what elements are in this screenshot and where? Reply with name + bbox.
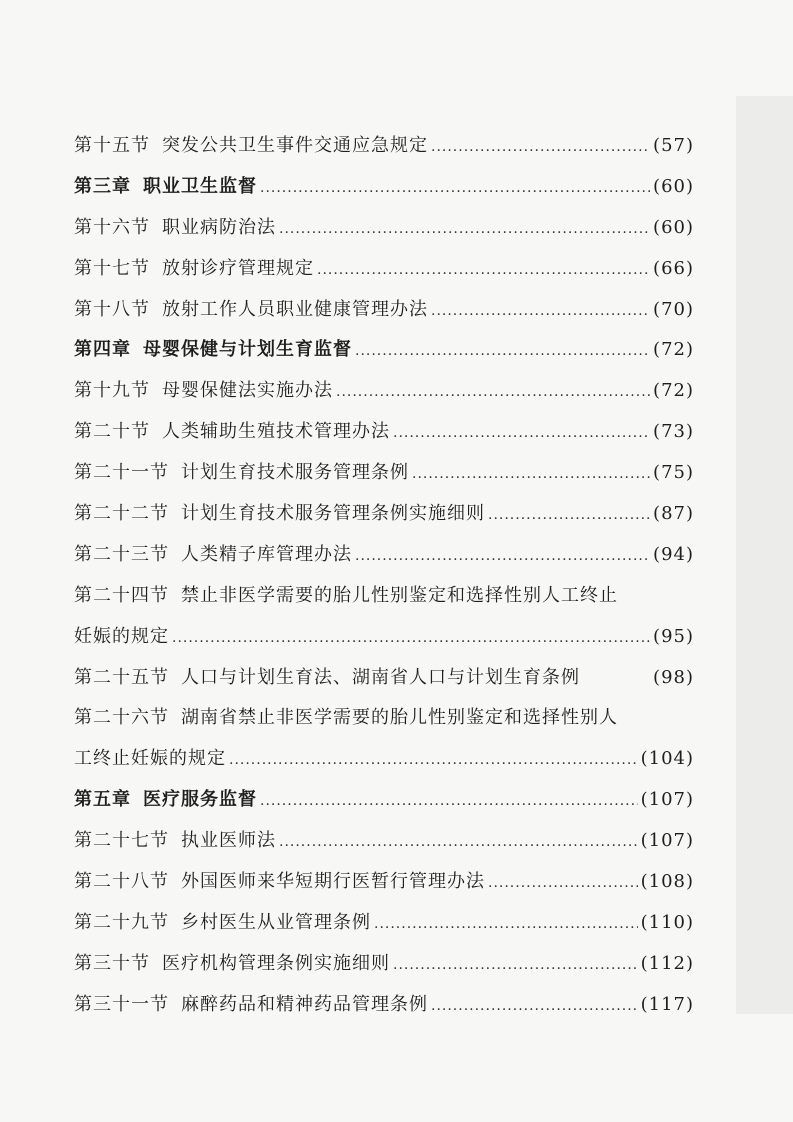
toc-entry[interactable] — [74, 821, 694, 862]
toc-entry[interactable] — [74, 208, 694, 249]
entry-title: 湖南省禁止非医学需要的胎儿性别鉴定和选择性别人 — [181, 707, 618, 729]
entry-title-continued: 妊娠的规定 — [74, 625, 169, 647]
toc-entry[interactable] — [74, 249, 694, 290]
toc-entry[interactable] — [74, 290, 694, 331]
page-number: (75) — [653, 462, 694, 484]
entry-title: 医疗机构管理条例实施细则 — [162, 952, 390, 974]
dot-leader — [431, 986, 638, 1027]
entry-title: 人口与计划生育法、湖南省人口与计划生育条例 — [181, 666, 580, 688]
toc-entry[interactable] — [74, 698, 694, 780]
entry-title: 计划生育技术服务管理条例实施细则 — [181, 503, 485, 525]
toc-entry[interactable] — [74, 126, 694, 167]
dot-leader — [317, 250, 650, 291]
dot-leader — [431, 291, 650, 332]
entry-title: 人类辅助生殖技术管理办法 — [162, 421, 390, 443]
dot-leader — [229, 740, 638, 781]
entry-number: 第十六节 — [74, 216, 150, 238]
entry-number: 第二十五节 — [74, 666, 169, 688]
toc-entry[interactable] — [74, 862, 694, 903]
page-number: (66) — [653, 257, 694, 279]
toc-entry[interactable] — [74, 576, 694, 658]
page-number: (60) — [653, 175, 694, 197]
entry-number: 第二十四节 — [74, 584, 169, 606]
entry-title: 母婴保健法实施办法 — [162, 380, 333, 402]
entry-number: 第二十节 — [74, 421, 150, 443]
dot-leader — [393, 945, 638, 986]
entry-number: 第二十九节 — [74, 911, 169, 933]
dot-leader — [279, 209, 650, 250]
chapter-number: 第三章 — [74, 175, 131, 197]
page-number: (57) — [653, 135, 694, 156]
page-number: (107) — [640, 830, 694, 852]
entry-title: 执业医师法 — [181, 830, 276, 852]
entry-title-continued: 工终止妊娠的规定 — [74, 748, 226, 770]
toc-entry[interactable] — [74, 903, 694, 944]
entry-title: 外国医师来华短期行医暂行管理办法 — [181, 871, 485, 893]
entry-title: 麻醉药品和精神药品管理条例 — [181, 993, 428, 1015]
entry-number: 第三十节 — [74, 952, 150, 974]
toc-entry[interactable] — [74, 658, 694, 699]
toc-chapter[interactable] — [74, 780, 694, 821]
chapter-title: 医疗服务监督 — [143, 789, 257, 811]
toc-entry[interactable] — [74, 494, 694, 535]
page-number: (117) — [640, 993, 694, 1015]
entry-number: 第三十一节 — [74, 993, 169, 1015]
page-number: (94) — [653, 543, 694, 565]
table-of-contents — [74, 126, 694, 1026]
dot-leader — [260, 781, 638, 822]
toc-chapter[interactable] — [74, 167, 694, 208]
dot-leader — [279, 822, 638, 863]
dot-leader — [336, 372, 650, 413]
dot-leader — [374, 904, 638, 945]
entry-number: 第十七节 — [74, 257, 150, 279]
chapter-title: 职业卫生监督 — [143, 175, 257, 197]
chapter-number: 第五章 — [74, 789, 131, 811]
page-number: (108) — [640, 871, 694, 893]
dot-leader — [488, 863, 638, 904]
page-number: (70) — [653, 298, 694, 320]
dot-leader — [172, 618, 650, 659]
dot-leader — [355, 331, 650, 372]
page-number: (73) — [653, 421, 694, 443]
entry-number: 第二十七节 — [74, 830, 169, 852]
page-number: (112) — [640, 952, 694, 974]
page-number: (95) — [653, 625, 694, 647]
entry-title: 职业病防治法 — [162, 216, 276, 238]
entry-number: 第十八节 — [74, 298, 150, 320]
entry-number: 第十五节 — [74, 135, 150, 156]
dot-leader — [260, 168, 650, 209]
entry-title: 禁止非医学需要的胎儿性别鉴定和选择性别人工终止 — [181, 584, 618, 606]
entry-number: 第二十八节 — [74, 871, 169, 893]
toc-entry[interactable] — [74, 985, 694, 1026]
page-number: (107) — [640, 789, 694, 811]
entry-title: 放射工作人员职业健康管理办法 — [162, 298, 428, 320]
entry-title: 计划生育技术服务管理条例 — [181, 462, 409, 484]
page-number: (104) — [640, 748, 694, 770]
entry-title: 突发公共卫生事件交通应急规定 — [162, 135, 428, 156]
dot-leader — [412, 454, 650, 495]
toc-entry[interactable] — [74, 412, 694, 453]
page-number: (87) — [653, 503, 694, 525]
dot-leader — [393, 413, 650, 454]
dot-leader — [355, 536, 650, 577]
entry-number: 第十九节 — [74, 380, 150, 402]
entry-number: 第二十六节 — [74, 707, 169, 729]
toc-chapter[interactable] — [74, 330, 694, 371]
chapter-title: 母婴保健与计划生育监督 — [143, 339, 352, 361]
entry-title: 人类精子库管理办法 — [181, 543, 352, 565]
chapter-number: 第四章 — [74, 339, 131, 361]
dot-leader — [431, 127, 650, 168]
entry-number: 第二十一节 — [74, 462, 169, 484]
entry-number: 第二十二节 — [74, 503, 169, 525]
page-number: (60) — [653, 216, 694, 238]
page-number: (72) — [653, 339, 694, 361]
page-number: (110) — [640, 911, 694, 933]
toc-entry[interactable] — [74, 453, 694, 494]
toc-entry[interactable] — [74, 944, 694, 985]
page-number: (72) — [653, 380, 694, 402]
toc-entry[interactable] — [74, 371, 694, 412]
toc-entry[interactable] — [74, 535, 694, 576]
page-number: (98) — [653, 666, 694, 688]
entry-title: 乡村医生从业管理条例 — [181, 911, 371, 933]
page-edge-shadow — [736, 96, 793, 1014]
entry-number: 第二十三节 — [74, 543, 169, 565]
dot-leader — [488, 495, 650, 536]
entry-title: 放射诊疗管理规定 — [162, 257, 314, 279]
